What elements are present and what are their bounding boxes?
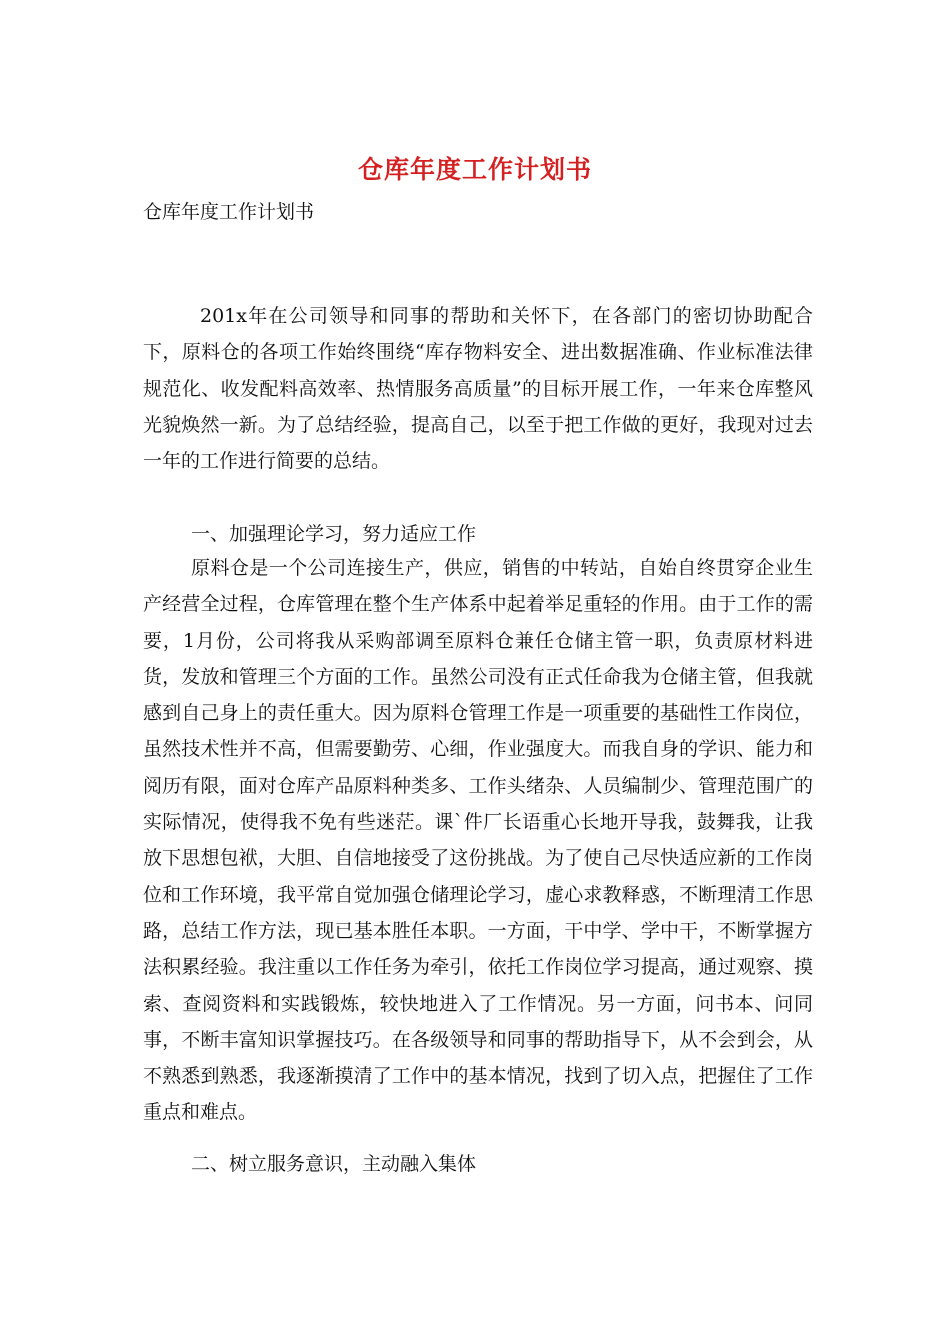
document-subtitle: 仓库年度工作计划书: [143, 201, 315, 223]
section-2-heading: 二、树立服务意识，主动融入集体: [191, 1153, 477, 1175]
section-1-paragraph: 原料仓是一个公司连接生产，供应，销售的中转站，自始自终贯穿企业生产经营全过程，仓库管理在整个生产体系中起着举足重轻的作用。由于工作的需要，1月份，公司将我从采购部调至原料仓兼任仓储主管一职，负责原材料进货，发放和管理三个方面的工作。虽然公司没有正式任命我为仓储主管，但我就感到自己身上的责任重大。因为原料仓管理工作是一项重要的基础性工作岗位，虽然技术性并不高，但需要勤劳、心细，作业强度大。而我自身的学识、能力和阅历有限，面对仓库产品原料种类多、工作头绪杂、人员编制少、管理范围广的实际情况，使得我不免有些迷茫。课`件厂长语重心长地开导我，鼓舞我，让我放下思想包袱，大胆、自信地接受了这份挑战。为了使自己尽快适应新的工作岗位和工作环境，我平常自觉加强仓储理论学习，虚心求教释惑，不断理清工作思路，总结工作方法，现已基本胜任本职。一方面，干中学、学中干，不断掌握方法积累经验。我注重以工作任务为牵引，依托工作岗位学习提高，通过观察、摸索、查阅资料和实践锻炼，较快地进入了工作情况。另一方面，问书本、问同事，不断丰富知识掌握技巧。在各级领导和同事的帮助指导下，从不会到会，从不熟悉到熟悉，我逐渐摸清了工作中的基本情况，找到了切入点，把握住了工作重点和难点。: [143, 557, 813, 1124]
document-title: 仓库年度工作计划书: [357, 155, 592, 184]
section-1-heading: 一、加强理论学习，努力适应工作: [191, 523, 477, 545]
intro-paragraph: 201x年在公司领导和同事的帮助和关怀下，在各部门的密切协助配合下，原料仓的各项工作始终围绕“库存物料安全、进出数据准确、作业标准法律规范化、收发配料高效率、热情服务高质量”的目标开展工作，一年来仓库整风光貌焕然一新。为了总结经验，提高自己，以至于把工作做的更好，我现对过去一年的工作进行简要的总结。: [143, 305, 813, 473]
